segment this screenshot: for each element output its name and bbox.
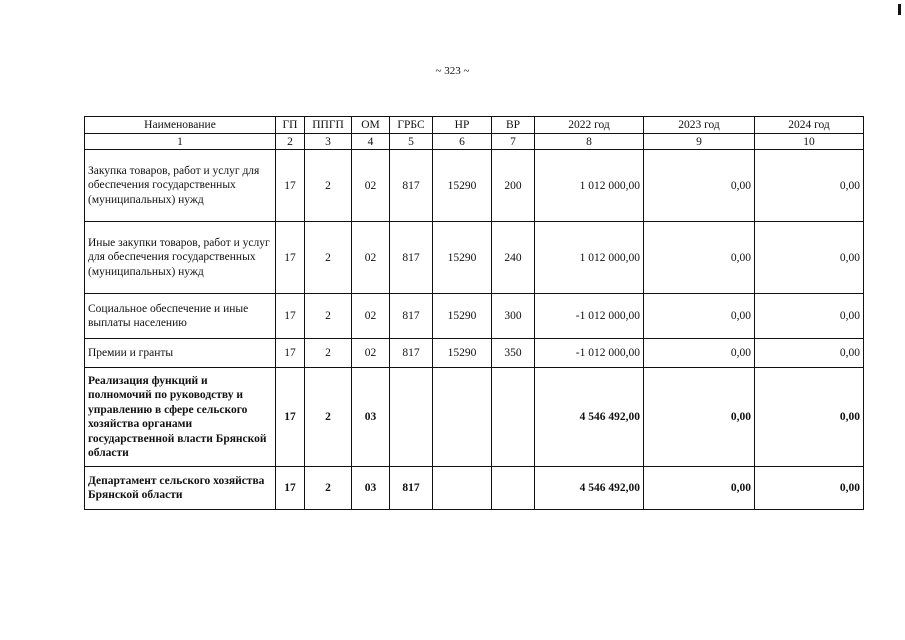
cell-2023: 0,00: [644, 150, 755, 222]
budget-table: [84, 116, 864, 510]
cell-om: 02: [352, 222, 390, 294]
cell-2023: 0,00: [644, 368, 755, 467]
cell-nr: 15290: [433, 222, 492, 294]
cell-gp: 17: [276, 368, 305, 467]
cell-ppgp: 2: [305, 467, 352, 510]
cell-2023: 0,00: [644, 467, 755, 510]
cell-2024: 0,00: [755, 222, 864, 294]
cell-gp: 17: [276, 222, 305, 294]
header-nr: НР: [433, 117, 492, 134]
header-name: Наименование: [85, 117, 276, 134]
cell-2024: 0,00: [755, 368, 864, 467]
column-number: 8: [535, 134, 644, 150]
cell-2023: 0,00: [644, 294, 755, 339]
cell-grbs: 817: [390, 294, 433, 339]
cell-ppgp: 2: [305, 222, 352, 294]
column-number: 2: [276, 134, 305, 150]
cell-nr: 15290: [433, 294, 492, 339]
header-2022: 2022 год: [535, 117, 644, 134]
cell-2022: 4 546 492,00: [535, 368, 644, 467]
row-name: Социальное обеспечение и иные выплаты населению: [85, 294, 276, 339]
cell-om: 02: [352, 294, 390, 339]
cell-vr: 300: [492, 294, 535, 339]
table-row: [85, 150, 864, 222]
cell-nr: [433, 368, 492, 467]
cell-grbs: [390, 368, 433, 467]
row-name: Реализация функций и полномочий по руководству и управлению в сфере сельского хозяйства органами государственной власти Брянской области: [85, 368, 276, 467]
cell-om: 03: [352, 368, 390, 467]
cell-ppgp: 2: [305, 368, 352, 467]
cell-2024: 0,00: [755, 294, 864, 339]
cell-gp: 17: [276, 150, 305, 222]
cell-grbs: 817: [390, 467, 433, 510]
cell-2022: 1 012 000,00: [535, 222, 644, 294]
column-number: 10: [755, 134, 864, 150]
cell-vr: 350: [492, 339, 535, 368]
cell-nr: 15290: [433, 339, 492, 368]
cell-grbs: 817: [390, 150, 433, 222]
header-ppgp: ППГП: [305, 117, 352, 134]
cell-vr: 200: [492, 150, 535, 222]
column-number-row: [85, 134, 864, 150]
header-2023: 2023 год: [644, 117, 755, 134]
column-number: 4: [352, 134, 390, 150]
header-grbs: ГРБС: [390, 117, 433, 134]
cell-2022: 4 546 492,00: [535, 467, 644, 510]
table-row: [85, 222, 864, 294]
scan-edge-mark: [898, 4, 901, 15]
table-row: [85, 467, 864, 510]
cell-vr: [492, 368, 535, 467]
cell-2024: 0,00: [755, 339, 864, 368]
column-number: 1: [85, 134, 276, 150]
table-row: [85, 368, 864, 467]
row-name: Премии и гранты: [85, 339, 276, 368]
header-vr: ВР: [492, 117, 535, 134]
cell-2022: -1 012 000,00: [535, 294, 644, 339]
cell-2024: 0,00: [755, 467, 864, 510]
cell-2022: 1 012 000,00: [535, 150, 644, 222]
cell-om: 03: [352, 467, 390, 510]
cell-ppgp: 2: [305, 150, 352, 222]
column-number: 3: [305, 134, 352, 150]
row-name: Закупка товаров, работ и услуг для обеспечения государственных (муниципальных) нужд: [85, 150, 276, 222]
page-number: ~ 323 ~: [435, 65, 470, 77]
cell-ppgp: 2: [305, 294, 352, 339]
cell-ppgp: 2: [305, 339, 352, 368]
cell-grbs: 817: [390, 222, 433, 294]
header-gp: ГП: [276, 117, 305, 134]
cell-2024: 0,00: [755, 150, 864, 222]
cell-vr: 240: [492, 222, 535, 294]
cell-gp: 17: [276, 339, 305, 368]
header-2024: 2024 год: [755, 117, 864, 134]
cell-gp: 17: [276, 294, 305, 339]
column-number: 5: [390, 134, 433, 150]
row-name: Департамент сельского хозяйства Брянской области: [85, 467, 276, 510]
cell-om: 02: [352, 339, 390, 368]
cell-2023: 0,00: [644, 339, 755, 368]
table-row: [85, 294, 864, 339]
column-number: 6: [433, 134, 492, 150]
cell-vr: [492, 467, 535, 510]
cell-nr: 15290: [433, 150, 492, 222]
row-name: Иные закупки товаров, работ и услуг для обеспечения государственных (муниципальных) нужд: [85, 222, 276, 294]
header-row: [85, 117, 864, 134]
cell-2022: -1 012 000,00: [535, 339, 644, 368]
column-number: 7: [492, 134, 535, 150]
header-om: ОМ: [352, 117, 390, 134]
cell-2023: 0,00: [644, 222, 755, 294]
table-row: [85, 339, 864, 368]
cell-grbs: 817: [390, 339, 433, 368]
cell-gp: 17: [276, 467, 305, 510]
column-number: 9: [644, 134, 755, 150]
cell-nr: [433, 467, 492, 510]
cell-om: 02: [352, 150, 390, 222]
